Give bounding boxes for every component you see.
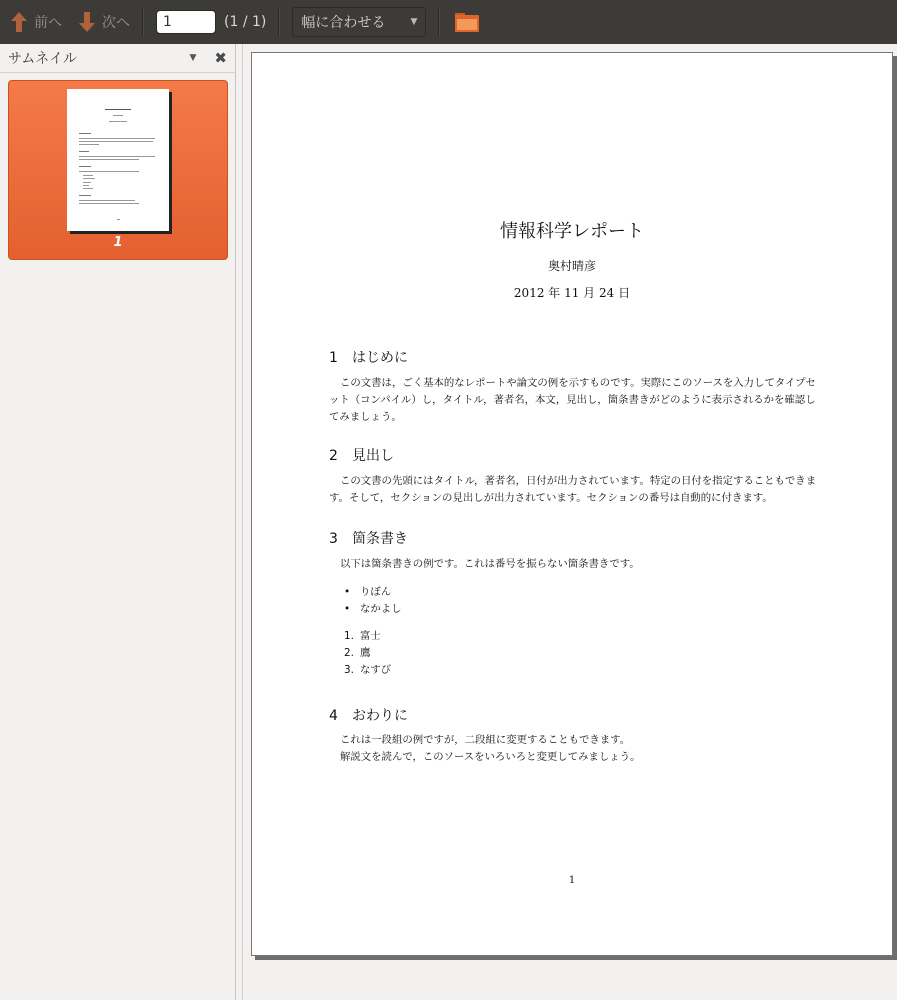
zoom-select[interactable] [292, 7, 426, 37]
sidebar [0, 44, 236, 1000]
sidebar-title[interactable]: サムネイル [8, 51, 78, 67]
section-title: はじめに [352, 350, 408, 366]
toolbar-separator [438, 8, 440, 36]
list-number: 1. [344, 630, 354, 642]
list-number: 3. [344, 664, 354, 676]
document-author: 奥村晴彦 [547, 259, 596, 273]
next-page-label: 次へ [102, 15, 130, 31]
zoom-value: 幅に合わせる [301, 15, 386, 31]
toolbar [0, 0, 897, 44]
list-item [344, 627, 381, 642]
list-item [344, 583, 391, 598]
paragraph: この文書は，ごく基本的なレポートや論文の例を示すものです。実際にこのソースを入力してタイプセット（コンパイル）し，タイトル，著者名，本文，見出し，箇条書きがどのように表示されるかを確認してみましょう。 [329, 377, 816, 423]
section-heading [329, 445, 394, 465]
list-item [344, 644, 370, 659]
prev-page-label: 前へ [34, 15, 62, 31]
list-item-text: りぼん [360, 586, 392, 598]
list-item [344, 661, 391, 676]
folder-open-icon[interactable] [454, 11, 480, 33]
toolbar-separator [142, 8, 144, 36]
page-number: 1 [568, 875, 576, 886]
chevron-down-icon: ▼ [410, 17, 418, 27]
bullet-marker: • [344, 586, 351, 598]
section-title: 箇条書き [352, 531, 408, 547]
page-count: (1 / 1) [224, 14, 267, 30]
section-heading [329, 705, 408, 725]
list-item-text: 富士 [360, 630, 381, 642]
bullet-marker: • [344, 603, 351, 615]
arrow-down-icon [78, 11, 96, 33]
sidebar-header [0, 44, 235, 73]
section-heading [329, 528, 408, 548]
document-date: 2012 年 11 月 24 日 [513, 286, 631, 300]
section-title: 見出し [352, 448, 394, 464]
document-page [251, 52, 893, 956]
list-item [344, 600, 402, 615]
toolbar-separator [278, 8, 280, 36]
paragraph: 解説文を読んで，このソースをいろいろと変更してみましょう。 [340, 751, 641, 763]
paragraph: この文書の先頭にはタイトル，著者名，日付が出力されています。特定の日付を指定することもできます。そして，セクションの見出しが出力されています。セクションの番号は自動的に付きます。 [329, 475, 817, 504]
thumbnail-page [67, 89, 169, 231]
close-icon[interactable]: ✖ [214, 49, 227, 67]
document-title: 情報科学レポート [500, 221, 644, 242]
list-item-text: 鷹 [360, 647, 371, 659]
page-thumbnail[interactable] [8, 80, 228, 260]
section-number: 4 [329, 708, 338, 724]
section-heading [329, 347, 408, 367]
section-number: 3 [329, 531, 338, 547]
prev-page-button[interactable] [10, 0, 62, 44]
next-page-button[interactable] [78, 0, 130, 44]
page-number-input[interactable] [156, 10, 216, 34]
document-viewer[interactable] [242, 44, 897, 1000]
section-number: 1 [329, 350, 338, 366]
chevron-down-icon[interactable]: ▼ [189, 53, 197, 63]
arrow-up-icon [10, 11, 28, 33]
paragraph: 以下は箇条書きの例です。これは番号を振らない箇条書きです。 [340, 558, 640, 570]
list-item-text: なすび [360, 664, 392, 676]
section-title: おわりに [352, 708, 408, 724]
thumbnail-label: 1 [113, 235, 123, 250]
list-number: 2. [344, 647, 354, 659]
paragraph: これは一段組の例ですが，二段組に変更することもできます。 [340, 734, 631, 746]
list-item-text: なかよし [360, 603, 402, 615]
section-number: 2 [329, 448, 338, 464]
